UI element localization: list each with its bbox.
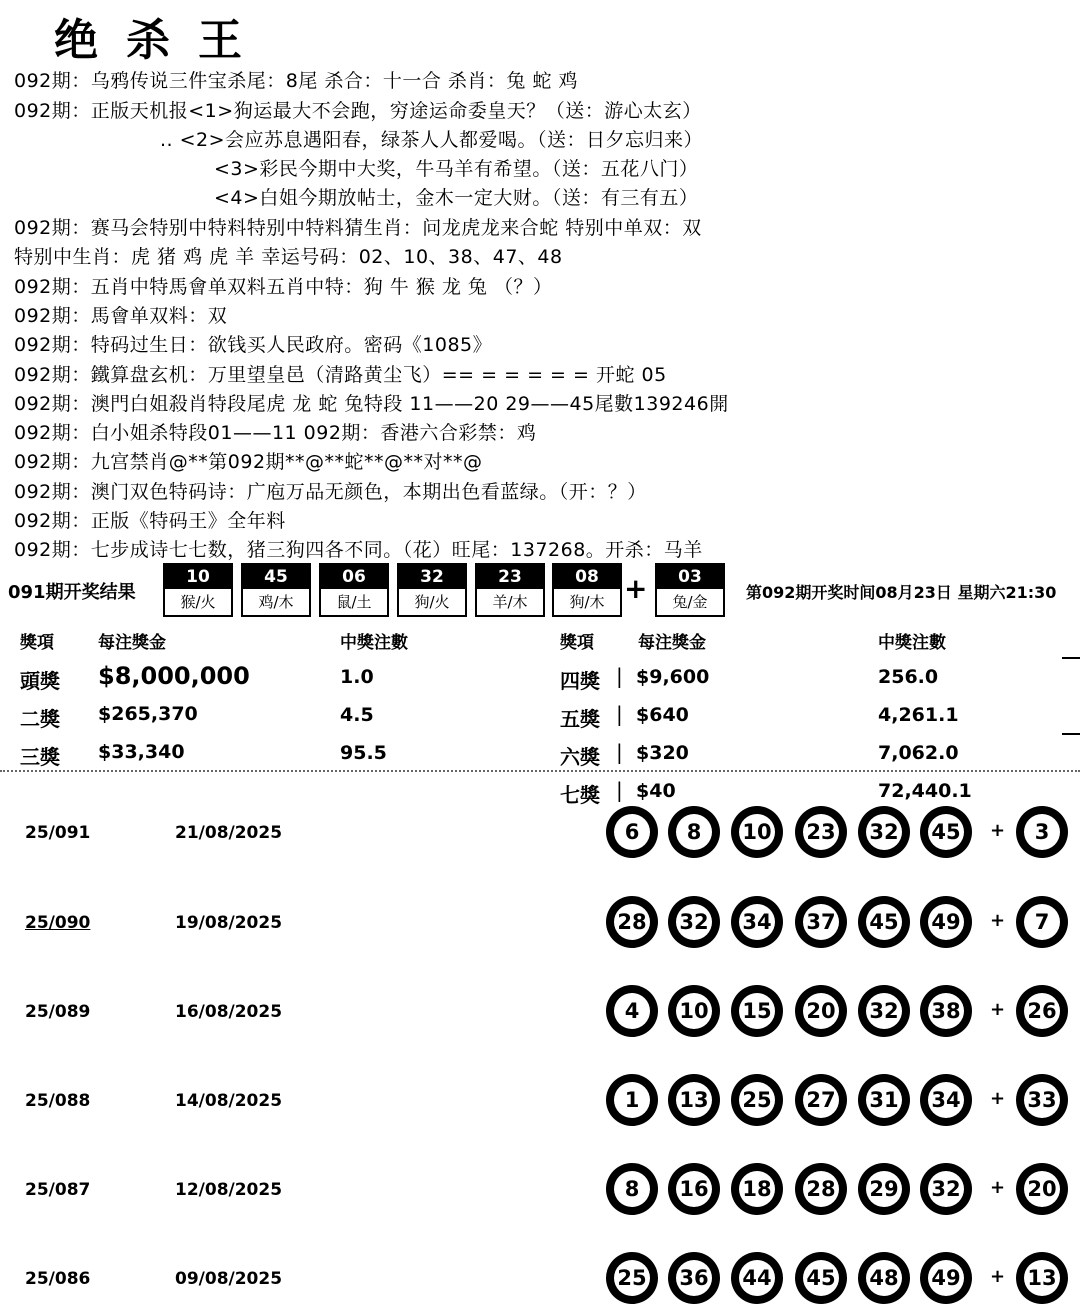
- history-ball: [668, 1163, 720, 1215]
- prize-count: 4.5: [340, 704, 374, 726]
- draw-ball: [319, 563, 389, 617]
- history-ball: [606, 1163, 658, 1215]
- prize-header: 獎項: [560, 633, 594, 653]
- divider: [1062, 657, 1080, 659]
- page-title: 绝杀王: [54, 15, 270, 66]
- history-ball-number: 23: [803, 814, 839, 850]
- plus-sign: +: [990, 910, 1006, 931]
- history-ball-number: 38: [928, 993, 964, 1029]
- history-ball: [668, 806, 720, 858]
- history-ball-number: 33: [1024, 1082, 1060, 1118]
- history-ball-number: 34: [739, 904, 775, 940]
- history-ball: [668, 985, 720, 1037]
- history-period: 25/090: [25, 913, 91, 933]
- history-ball-number: 31: [866, 1082, 902, 1118]
- plus-sign: +: [990, 820, 1006, 841]
- history-ball: [606, 806, 658, 858]
- prize-name: 二獎: [20, 707, 60, 731]
- history-ball-number: 26: [1024, 993, 1060, 1029]
- draw-ball-special: [655, 563, 725, 617]
- divider: |: [616, 664, 623, 688]
- history-ball-number: 32: [866, 993, 902, 1029]
- prize-amount: $8,000,000: [98, 662, 250, 690]
- history-ball-number: 3: [1024, 814, 1060, 850]
- history-ball-special: [1016, 806, 1068, 858]
- draw-ball: [475, 563, 545, 617]
- history-ball: [606, 985, 658, 1037]
- history-ball: [858, 1074, 910, 1126]
- draw-result-label: 091期开奖结果: [8, 582, 136, 603]
- history-ball: [920, 985, 972, 1037]
- divider: [0, 770, 1080, 772]
- divider: |: [616, 702, 623, 726]
- draw-ball-number: 08: [554, 565, 620, 589]
- history-ball-number: 32: [928, 1171, 964, 1207]
- history-ball: [731, 985, 783, 1037]
- history-ball-number: 49: [928, 1260, 964, 1296]
- history-ball-number: 45: [866, 904, 902, 940]
- prize-count: 4,261.1: [878, 704, 959, 726]
- history-ball: [606, 1074, 658, 1126]
- draw-ball-number: 03: [657, 565, 723, 589]
- next-draw-time: 第092期开奖时间08月23日 星期六21:30: [746, 583, 1057, 602]
- tip-line: 092期：五肖中特馬會单双料五肖中特：狗 牛 猴 龙 兔 （？）: [14, 276, 553, 298]
- history-ball-number: 16: [676, 1171, 712, 1207]
- history-ball-number: 32: [676, 904, 712, 940]
- history-ball-special: [1016, 1252, 1068, 1304]
- history-ball: [668, 896, 720, 948]
- prize-amount: $320: [636, 742, 689, 764]
- history-ball-number: 44: [739, 1260, 775, 1296]
- draw-ball-tag: 鼠/土: [336, 593, 372, 611]
- history-ball-number: 20: [803, 993, 839, 1029]
- prize-name: 七獎: [560, 783, 600, 807]
- prize-header: 中獎注數: [878, 633, 946, 653]
- history-ball-number: 15: [739, 993, 775, 1029]
- history-ball-special: [1016, 1074, 1068, 1126]
- prize-amount: $265,370: [98, 703, 198, 725]
- draw-ball: [241, 563, 311, 617]
- history-date: 09/08/2025: [175, 1269, 283, 1289]
- prize-header: 中獎注數: [340, 633, 408, 653]
- tip-line: <4>白姐今期放帖士，金木一定大财。（送：有三有五）: [214, 187, 699, 209]
- history-ball: [858, 1163, 910, 1215]
- prize-amount: $33,340: [98, 741, 185, 763]
- tip-line: 092期：澳門白姐殺肖特段尾虎 龙 蛇 兔特段 11——20 29——45尾數139246開: [14, 393, 729, 415]
- history-ball: [920, 1074, 972, 1126]
- tip-line: 092期：正版《特码王》全年料: [14, 510, 286, 532]
- history-ball-number: 45: [928, 814, 964, 850]
- prize-amount: $640: [636, 704, 689, 726]
- history-ball: [731, 1074, 783, 1126]
- history-ball: [731, 806, 783, 858]
- draw-ball-number: 23: [477, 565, 543, 589]
- tip-line: 092期：特码过生日：欲钱买人民政府。密码《1085》: [14, 334, 493, 356]
- tip-line: 092期：正版天机报<1>狗运最大不会跑，穷途运命委皇天？（送：游心太玄）: [14, 100, 702, 122]
- history-period: 25/091: [25, 823, 91, 843]
- prize-count: 1.0: [340, 666, 374, 688]
- history-ball-number: 13: [676, 1082, 712, 1118]
- plus-sign: +: [990, 999, 1006, 1020]
- prize-header: 每注獎金: [638, 633, 706, 653]
- tip-line: .. <2>会应苏息遇阳春，绿茶人人都爱喝。（送：日夕忘归来）: [160, 129, 704, 151]
- draw-ball: [163, 563, 233, 617]
- history-ball-number: 48: [866, 1260, 902, 1296]
- draw-ball-tag: 狗/火: [414, 593, 450, 611]
- history-ball: [858, 985, 910, 1037]
- draw-ball-tag: 猴/火: [180, 593, 216, 611]
- draw-ball-number: 06: [321, 565, 387, 589]
- plus-sign: +: [990, 1088, 1006, 1109]
- history-ball-number: 8: [676, 814, 712, 850]
- tip-line: 092期：九宫禁肖@**第092期**@**蛇**@**对**@: [14, 451, 483, 473]
- tip-line: <3>彩民今期中大奖，牛马羊有希望。（送：五花八门）: [214, 158, 699, 180]
- divider: [1062, 733, 1080, 735]
- draw-ball-number: 10: [165, 565, 231, 589]
- history-date: 16/08/2025: [175, 1002, 283, 1022]
- tip-line: 092期：乌鸦传说三件宝杀尾：8尾 杀合：十一合 杀肖：兔 蛇 鸡: [14, 70, 579, 92]
- history-ball-special: [1016, 985, 1068, 1037]
- history-ball-number: 20: [1024, 1171, 1060, 1207]
- history-period: 25/087: [25, 1180, 91, 1200]
- history-ball-number: 4: [614, 993, 650, 1029]
- prize-name: 五獎: [560, 707, 600, 731]
- history-ball-number: 27: [803, 1082, 839, 1118]
- history-ball: [920, 806, 972, 858]
- history-ball: [731, 1252, 783, 1304]
- history-ball-number: 8: [614, 1171, 650, 1207]
- history-ball: [606, 1252, 658, 1304]
- history-ball-special: [1016, 1163, 1068, 1215]
- draw-ball-tag: 鸡/木: [258, 593, 294, 611]
- history-ball: [920, 1163, 972, 1215]
- divider: |: [616, 740, 623, 764]
- history-ball-number: 13: [1024, 1260, 1060, 1296]
- history-ball-number: 25: [739, 1082, 775, 1118]
- draw-ball-number: 45: [243, 565, 309, 589]
- prize-count: 72,440.1: [878, 780, 972, 802]
- history-ball-number: 18: [739, 1171, 775, 1207]
- prize-amount: $9,600: [636, 666, 710, 688]
- history-ball: [858, 806, 910, 858]
- prize-header: 每注獎金: [98, 633, 166, 653]
- prize-count: 7,062.0: [878, 742, 959, 764]
- history-ball: [858, 1252, 910, 1304]
- history-ball: [606, 896, 658, 948]
- history-ball: [795, 896, 847, 948]
- history-ball: [795, 985, 847, 1037]
- history-date: 14/08/2025: [175, 1091, 283, 1111]
- tip-line: 092期：馬會单双料：双: [14, 305, 228, 327]
- history-date: 19/08/2025: [175, 913, 283, 933]
- history-date: 21/08/2025: [175, 823, 283, 843]
- tip-line: 092期：赛马会特别中特料特别中特料猜生肖：问龙虎龙来合蛇 特别中单双：双: [14, 217, 702, 239]
- history-ball: [668, 1074, 720, 1126]
- draw-ball-tag: 狗/木: [569, 593, 605, 611]
- history-ball: [795, 806, 847, 858]
- history-ball: [920, 896, 972, 948]
- history-ball: [731, 1163, 783, 1215]
- history-date: 12/08/2025: [175, 1180, 283, 1200]
- history-ball-number: 10: [676, 993, 712, 1029]
- prize-count: 256.0: [878, 666, 939, 688]
- prize-name: 頭獎: [20, 669, 60, 693]
- history-ball: [795, 1163, 847, 1215]
- prize-name: 四獎: [560, 669, 600, 693]
- prize-amount: $40: [636, 780, 676, 802]
- draw-ball-tag: 兔/金: [672, 593, 708, 611]
- history-ball-number: 7: [1024, 904, 1060, 940]
- prize-count: 95.5: [340, 742, 387, 764]
- history-ball: [795, 1252, 847, 1304]
- prize-name: 六獎: [560, 745, 600, 769]
- plus-sign: +: [624, 572, 648, 605]
- history-ball-number: 28: [614, 904, 650, 940]
- prize-header: 獎項: [20, 633, 54, 653]
- history-ball-number: 25: [614, 1260, 650, 1296]
- tip-line: 092期：白小姐杀特段01——11 092期：香港六合彩禁：鸡: [14, 422, 537, 444]
- history-ball-number: 1: [614, 1082, 650, 1118]
- prize-name: 三獎: [20, 745, 60, 769]
- draw-ball-tag: 羊/木: [492, 593, 528, 611]
- history-ball: [858, 896, 910, 948]
- history-ball-number: 29: [866, 1171, 902, 1207]
- history-ball-special: [1016, 896, 1068, 948]
- history-period: 25/086: [25, 1269, 91, 1289]
- history-ball-number: 36: [676, 1260, 712, 1296]
- history-period: 25/088: [25, 1091, 91, 1111]
- history-ball: [920, 1252, 972, 1304]
- history-ball: [668, 1252, 720, 1304]
- history-ball-number: 45: [803, 1260, 839, 1296]
- plus-sign: +: [990, 1177, 1006, 1198]
- history-ball-number: 49: [928, 904, 964, 940]
- history-period: 25/089: [25, 1002, 91, 1022]
- divider: |: [616, 778, 623, 802]
- draw-ball: [397, 563, 467, 617]
- history-ball: [731, 896, 783, 948]
- tip-line: 特别中生肖：虎 猪 鸡 虎 羊 幸运号码：02、10、38、47、48: [14, 246, 563, 268]
- history-ball-number: 37: [803, 904, 839, 940]
- history-ball: [795, 1074, 847, 1126]
- tip-line: 092期：七步成诗七七数，猪三狗四各不同。（花）旺尾：137268。开杀：马羊: [14, 539, 703, 561]
- history-ball-number: 34: [928, 1082, 964, 1118]
- plus-sign: +: [990, 1266, 1006, 1287]
- tip-line: 092期：鐵算盘玄机：万里望皇邑（清路黄尘飞）== = = = = = 开蛇 05: [14, 364, 667, 386]
- tip-line: 092期：澳门双色特码诗：广庖万品无颜色，本期出色看蓝绿。（开：？）: [14, 481, 647, 503]
- history-ball-number: 28: [803, 1171, 839, 1207]
- history-ball-number: 10: [739, 814, 775, 850]
- draw-ball: [552, 563, 622, 617]
- draw-ball-number: 32: [399, 565, 465, 589]
- history-ball-number: 6: [614, 814, 650, 850]
- history-ball-number: 32: [866, 814, 902, 850]
